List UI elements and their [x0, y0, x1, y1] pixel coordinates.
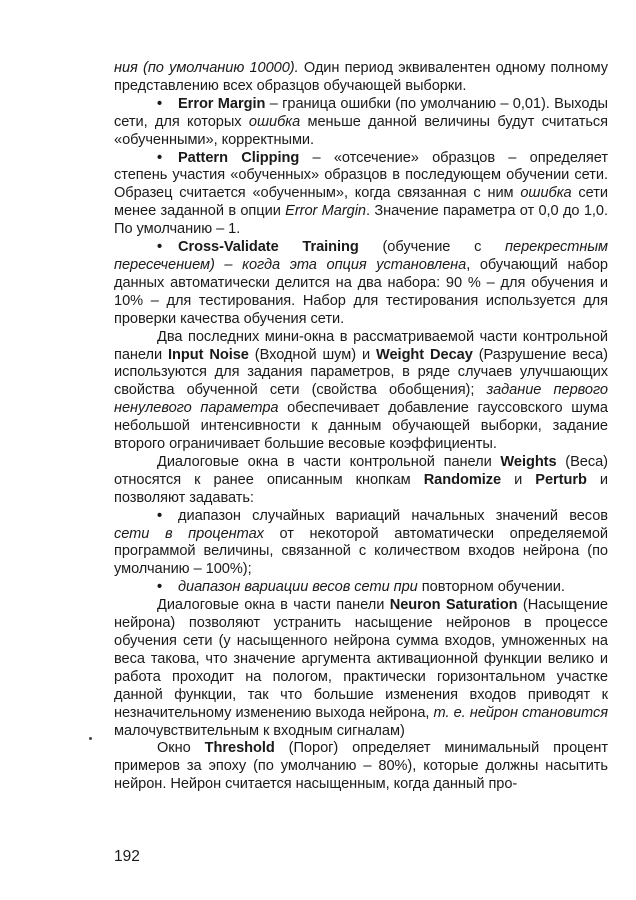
text: (Разрушение веса) используются для задания параметров, в ряде случаев улучшающих свойства обученной сети (свойства обобщения); — [114, 346, 608, 399]
term-input-noise: Input Noise — [168, 346, 249, 363]
bullet-cross-validate — [114, 239, 608, 329]
italic-text: Error Margin — [285, 203, 366, 220]
text: (Веса) относятся к ранее описанным кнопкам — [114, 453, 608, 488]
bullet-pattern-clipping — [114, 150, 608, 240]
bullet-variation-range — [114, 579, 608, 597]
term-perturb: Perturb — [535, 471, 587, 488]
text: сети менее заданной в опции — [114, 185, 608, 220]
italic-text: задание первого ненулевого параметра — [114, 382, 608, 417]
text: диапазон случайных вариаций начальных значений весов — [178, 507, 608, 524]
italic-text: т. е. нейрон становится — [433, 704, 608, 721]
page-number: 192 — [114, 848, 140, 865]
text: , обучающий набор данных автоматически делится на два набора: 90 % – для обучения и 10% – для тестирования. Набор для тестирования используется для проверки качества обучения сети. — [114, 256, 608, 327]
italic-text: ошибка — [248, 113, 301, 130]
term-neuron-saturation: Neuron Saturation — [389, 597, 518, 614]
term-threshold: Threshold — [204, 740, 275, 757]
italic-text: сети в процентах — [114, 525, 264, 542]
paragraph-input-noise — [114, 329, 608, 454]
text: и — [501, 471, 536, 488]
text: Диалоговые окна в части панели — [157, 597, 390, 614]
text: повторном обучении. — [417, 579, 565, 596]
epoch-default-text: ния (по умолчанию 10000). — [114, 60, 299, 76]
term-weight-decay: Weight Decay — [376, 346, 473, 363]
italic-text: ошибка — [520, 185, 572, 202]
text: Два последних мини-окна в рассматриваемой части контрольной панели — [114, 328, 608, 363]
text: (обучение с — [358, 239, 506, 256]
text: . Значение параметра от 0,0 до 1,0. По умолчанию – 1. — [114, 203, 608, 238]
italic-text: диапазон вариации весов сети при — [178, 579, 418, 596]
text: (Входной шум) и — [248, 346, 377, 363]
paragraph-threshold — [114, 740, 608, 794]
bullet-error-margin — [114, 96, 608, 150]
term-cross-validate: Cross-Validate Training — [178, 239, 359, 256]
text: – граница ошибки (по умолчанию – 0,01). Выходы сети, для которых — [114, 95, 608, 130]
term-pattern-clipping: Pattern Clipping — [178, 149, 300, 166]
text: обеспечивает добавление гауссовского шума небольшой интенсивности к данным обучающей выборки, задание второго ограничивает большие весовые коэффициенты. — [114, 400, 608, 453]
epoch-text: Один период эквивалентен одному полному представлению всех образцов обучающей выборки. — [114, 60, 608, 94]
paragraph-weights — [114, 454, 608, 508]
italic-text: перекрестным пересечением) – когда эта опция установлена — [114, 239, 608, 273]
scan-speck — [89, 737, 92, 740]
text: малочувствительным к входным сигналам) — [114, 722, 405, 739]
term-randomize: Randomize — [423, 471, 502, 488]
term-error-margin: Error Margin — [178, 95, 266, 112]
paragraph-neuron-saturation — [114, 597, 608, 740]
term-weights: Weights — [500, 453, 557, 470]
text: меньше данной величины будут считаться «обученными», корректными. — [114, 113, 608, 148]
text: Окно — [157, 740, 205, 757]
text: (Насыщение нейрона) позволяют устранить насыщение нейронов в процессе обучения сети (у насыщенного нейрона сумма входов, умноженных на веса такова, что значение аргумента активационной функции велико и работа проходит на пологом, практически горизонтальном участке данной функции, так что большие изменения входов приводят к незначительному изменению выхода нейрона, — [114, 597, 609, 721]
text: и позволяют задавать: — [114, 471, 608, 506]
paragraph-epoch — [114, 60, 608, 96]
text: Диалоговые окна в части контрольной панели — [157, 453, 501, 470]
bullet-random-range — [114, 508, 608, 580]
text: (Порог) определяет минимальный процент примеров за эпоху (по умолчанию – 80%), которые должны насытить нейрон. Нейрон считается насыщенным, когда данный про- — [114, 740, 608, 793]
text: – «отсечение» образцов – определяет степень участия «обученных» образцов в последующем обучении сети. Образец считается «обученным», когда связанная с ним — [114, 149, 608, 202]
text: от некоторой автоматически определяемой программой величины, связанной с количеством входов нейрона (по умолчанию – 100%); — [114, 525, 608, 578]
